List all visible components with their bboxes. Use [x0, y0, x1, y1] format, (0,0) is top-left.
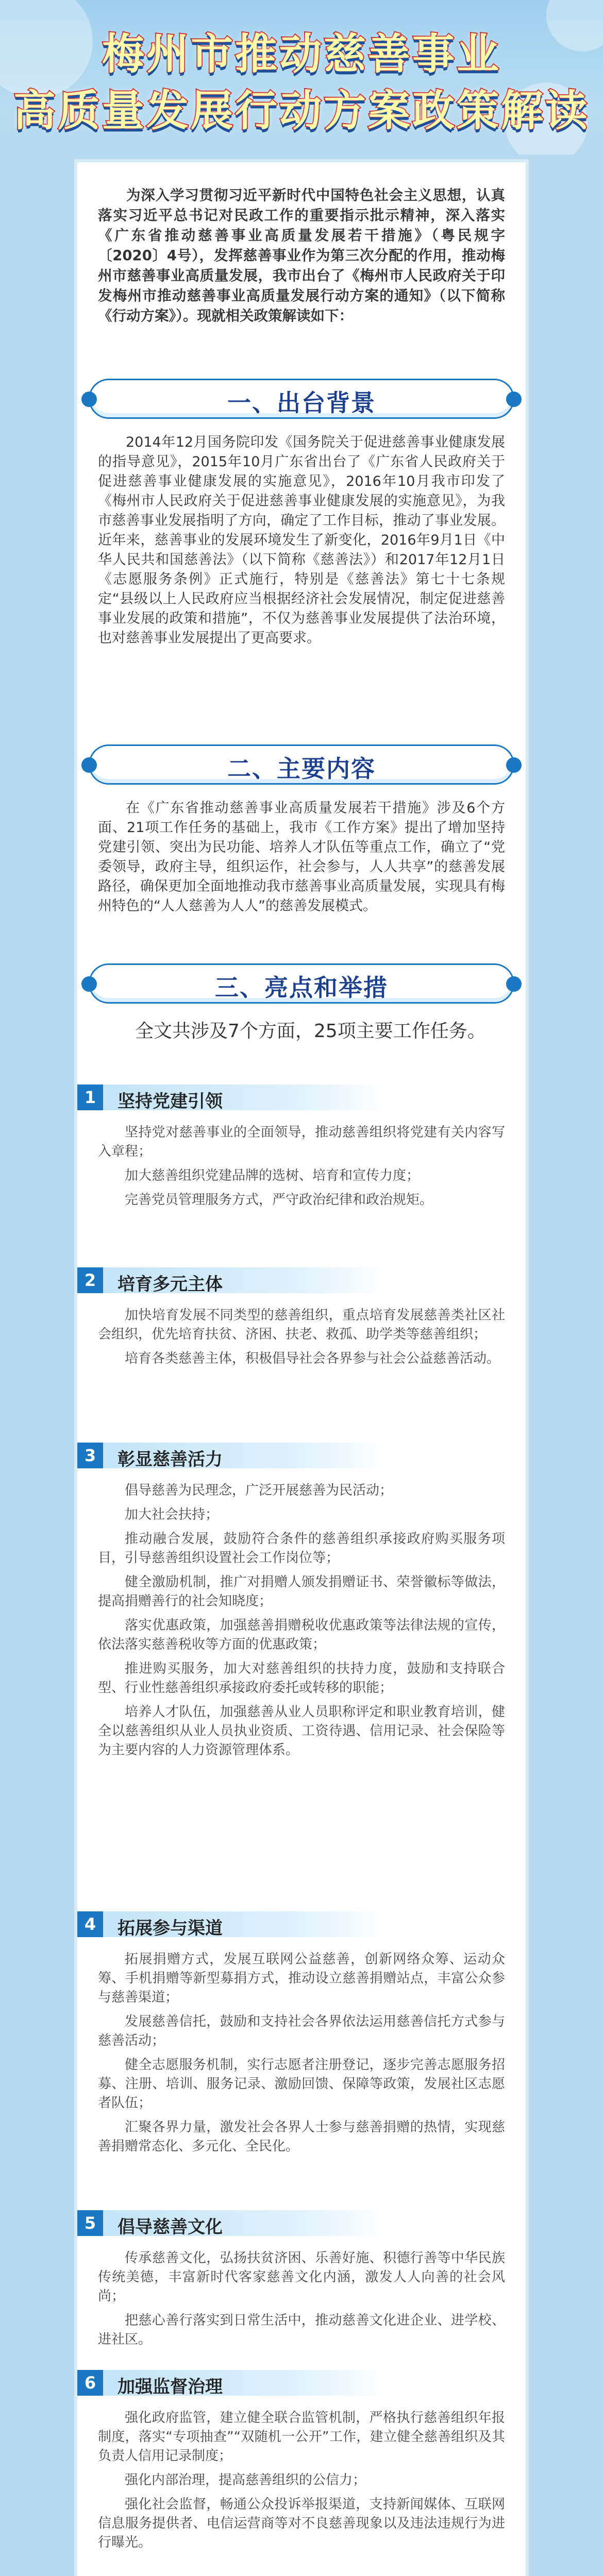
item-heading-5 — [77, 2210, 387, 2236]
page-title-line-2: 高质量发展行动方案政策解读 — [13, 87, 590, 135]
item-heading-6 — [77, 2370, 387, 2396]
item-paragraph: 汇聚各界力量，激发社会各界人士参与慈善捐赠的热情，实现慈善捐赠常态化、多元化、全民化。 — [98, 2120, 505, 2154]
item-body-4 — [98, 1950, 505, 2161]
item-paragraph: 健全激励机制，推广对捐赠人颁发捐赠证书、荣誉徽标等做法，提高捐赠善行的社会知晓度； — [98, 1574, 505, 1609]
section-content-body: 在《广东省推动慈善事业高质量发展若干措施》涉及6个方面、21项工作任务的基础上，我市《工作方案》提出了增加坚持党建引领、突出为民功能、培养人才队伍等重点工作，确立了“党委领导，政府主导，组织运作，社会参与，人人共享”的慈善发展路径，确保更加全面地推动我市慈善事业高质量发展，实现具有梅州特色的“人人慈善为人人”的慈善发展模式。 — [98, 800, 505, 914]
item-paragraph: 强化社会监督，畅通公众投诉举报渠道，支持新闻媒体、互联网信息服务提供者、电信运营商等对不良慈善现象以及违法违规行为进行曝光。 — [98, 2497, 505, 2550]
item-paragraph: 传承慈善文化，弘扬扶贫济困、乐善好施、积德行善等中华民族传统美德，丰富新时代客家慈善文化内涵，激发人人向善的社会风尚； — [98, 2250, 505, 2304]
item-number: 1 — [77, 1084, 103, 1110]
item-title: 倡导慈善文化 — [118, 2217, 223, 2238]
item-number: 4 — [77, 1911, 103, 1937]
item-body-3 — [98, 1481, 505, 1765]
item-title: 加强监督治理 — [118, 2377, 223, 2397]
item-heading-1 — [77, 1084, 387, 1110]
header-banner — [0, 0, 603, 155]
section-background-body: 2014年12月国务院印发《国务院关于促进慈善事业健康发展的指导意见》，2015年10月广东省出台了《广东省人民政府关于促进慈善事业健康发展的实施意见》，2016年10月我市印发了《梅州市人民政府关于促进慈善事业健康发展的实施意见》，为我市慈善事业发展指明了方向，确定了工作目标，推动了事业发展。近年来，慈善事业的发展环境发生了新变化，2016年9月1日《中华人民共和国慈善法》（以下简称《慈善法》）和2017年12月1日《志愿服务条例》正式施行，特别是《慈善法》第七十七条规定“县级以上人民政府应当根据经济社会发展情况，制定促进慈善事业发展的政策和措施”，不仅为慈善事业发展提供了法治环境，也对慈善事业发展提出了更高要求。 — [98, 434, 505, 646]
highlights-lead: 全文共涉及7个方面，25项主要工作任务。 — [135, 1021, 486, 1042]
item-title: 坚持党建引领 — [118, 1091, 223, 1112]
section-heading-label: 二、主要内容 — [227, 755, 376, 783]
section-heading-label: 三、亮点和举措 — [215, 974, 388, 1002]
item-paragraph: 拓展捐赠方式，发展互联网公益慈善，创新网络众筹、运动众筹、手机捐赠等新型募捐方式，推动设立慈善捐赠站点，丰富公众参与慈善渠道； — [98, 1952, 505, 2005]
item-number: 2 — [77, 1267, 103, 1293]
item-paragraph: 加大社会扶持； — [125, 1507, 219, 1522]
item-paragraph: 完善党员管理服务方式，严守政治纪律和政治规矩。 — [125, 1192, 433, 1208]
page-title-line-1: 梅州市推动慈善事业 — [102, 30, 501, 79]
section-heading-content — [89, 744, 514, 785]
item-paragraph: 推进购买服务，加大对慈善组织的扶持力度，鼓励和支持联合型、行业性慈善组织承接政府委托或转移的职能； — [98, 1661, 505, 1696]
item-heading-4 — [77, 1911, 387, 1937]
item-heading-2 — [77, 1267, 387, 1293]
item-paragraph: 加大慈善组织党建品牌的选树、培育和宣传力度； — [125, 1168, 420, 1183]
section-heading-label: 一、出台背景 — [227, 389, 376, 417]
item-body-6 — [98, 2409, 505, 2557]
item-title: 彰显慈善活力 — [118, 1449, 223, 1470]
item-paragraph: 培养人才队伍，加强慈善从业人员职称评定和职业教育培训，健全以慈善组织从业人员执业资质、工资待遇、信用记录、社会保险等为主要内容的人力资源管理体系。 — [98, 1704, 505, 1758]
item-number: 5 — [77, 2210, 103, 2236]
item-paragraph: 强化内部治理，提高慈善组织的公信力； — [125, 2472, 366, 2488]
item-number: 6 — [77, 2370, 103, 2396]
item-paragraph: 倡导慈善为民理念，广泛开展慈善为民活动； — [125, 1483, 393, 1498]
item-paragraph: 坚持党对慈善事业的全面领导，推动慈善组织将党建有关内容写入章程； — [98, 1125, 505, 1159]
section-heading-highlights — [89, 963, 514, 1004]
item-number: 3 — [77, 1443, 103, 1468]
item-body-1 — [98, 1123, 505, 1215]
item-paragraph: 健全志愿服务机制，实行志愿者注册登记，逐步完善志愿服务招募、注册、培训、服务记录、激励回馈、保障等政策，发展社区志愿者队伍； — [98, 2057, 505, 2111]
item-paragraph: 推动融合发展，鼓励符合条件的慈善组织承接政府购买服务项目，引导慈善组织设置社会工作岗位等； — [98, 1531, 505, 1566]
item-paragraph: 加快培育发展不同类型的慈善组织，重点培育发展慈善类社区社会组织，优先培育扶贫、济困、扶老、救孤、助学类等慈善组织； — [98, 1308, 505, 1342]
section-heading-background — [89, 379, 514, 419]
item-paragraph: 发展慈善信托，鼓励和支持社会各界依法运用慈善信托方式参与慈善活动； — [98, 2014, 505, 2048]
item-paragraph: 强化政府监管，建立健全联合监管机制，严格执行慈善组织年报制度，落实“专项抽查”“双随机一公开”工作，建立健全慈善组织及其负责人信用记录制度； — [98, 2410, 505, 2464]
item-body-2 — [98, 1306, 505, 1374]
document-panel — [77, 162, 526, 2576]
item-title: 培育多元主体 — [118, 1274, 223, 1295]
item-paragraph: 把慈心善行落实到日常生活中，推动慈善文化进企业、进学校、进社区。 — [98, 2313, 505, 2347]
intro-paragraph: 为深入学习贯彻习近平新时代中国特色社会主义思想，认真落实习近平总书记对民政工作的重要指示批示精神，深入落实《广东省推动慈善事业高质量发展若干措施》（粤民规字〔2020〕4号），发挥慈善事业作为第三次分配的作用，推动梅州市慈善事业高质量发展，我市出台了《梅州市人民政府关于印发梅州市推动慈善事业高质量发展行动方案的通知》（以下简称《行动方案》）。现就相关政策解读如下： — [98, 187, 505, 324]
item-paragraph: 培育各类慈善主体，积极倡导社会各界参与社会公益慈善活动。 — [125, 1351, 500, 1366]
item-paragraph: 落实优惠政策，加强慈善捐赠税收优惠政策等法律法规的宣传，依法落实慈善税收等方面的优惠政策； — [98, 1618, 505, 1652]
item-body-5 — [98, 2249, 505, 2354]
item-heading-3 — [77, 1443, 387, 1468]
item-title: 拓展参与渠道 — [118, 1918, 223, 1939]
